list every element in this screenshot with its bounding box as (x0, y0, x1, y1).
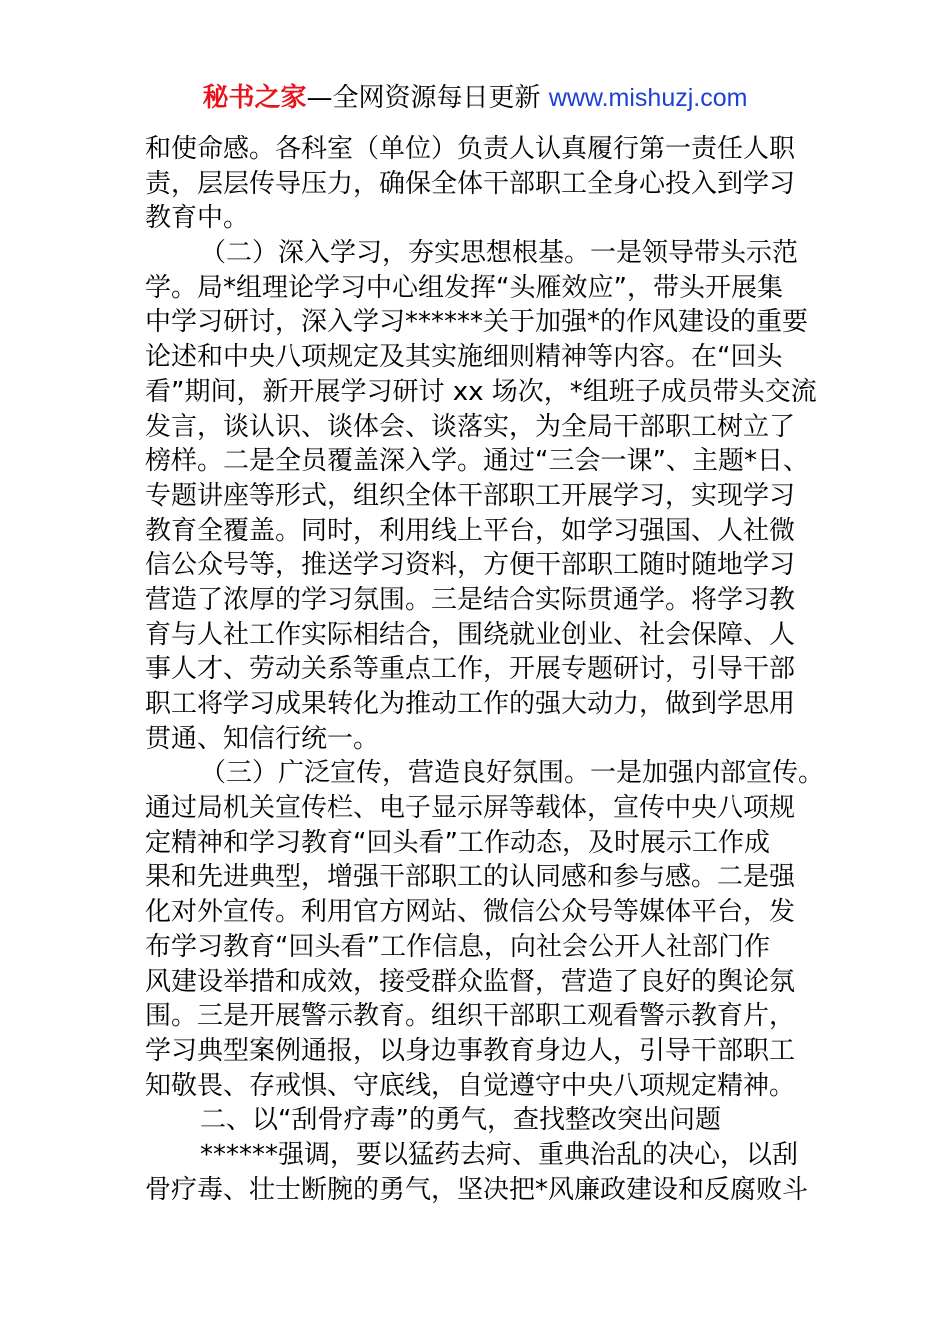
brand-name: 秘书之家 (202, 83, 307, 113)
text-line: 学。局*组理论学习中心组发挥“头雁效应”，带头开展集 (145, 272, 783, 303)
text-line: 风建设举措和成效，接受群众监督，营造了良好的舆论氛 (145, 966, 796, 997)
text-line: 榜样。二是全员覆盖深入学。通过“三会一课”、主题*日、 (145, 446, 809, 477)
paragraph-start: ******强调，要以猛药去疴、重典治乱的决心，以刮 (200, 1139, 799, 1170)
text-line: 定精神和学习教育“回头看”工作动态，及时展示工作成 (145, 827, 770, 858)
chapter-heading-2: 二、以“刮骨疗毒”的勇气，查找整改突出问题 (200, 1105, 721, 1136)
text-line: 化对外宣传。利用官方网站、微信公众号等媒体平台，发 (145, 897, 796, 928)
text-line: 学习典型案例通报，以身边事教育身边人，引导干部职工 (145, 1035, 796, 1066)
text-line: 果和先进典型，增强干部职工的认同感和参与感。二是强 (145, 862, 796, 893)
text-line: 围。三是开展警示教育。组织干部职工观看警示教育片， (145, 1001, 796, 1032)
text-line: 育与人社工作实际相结合，围绕就业创业、社会保障、人 (145, 619, 796, 650)
site-url-link[interactable]: www.mishuzj.com (548, 84, 748, 112)
text-line: 营造了浓厚的学习氛围。三是结合实际贯通学。将学习教 (145, 584, 796, 615)
text-line: 骨疗毒、壮士断腕的勇气，坚决把*风廉政建设和反腐败斗 (145, 1174, 809, 1205)
text-line: 布学习教育“回头看”工作信息，向社会公开人社部门作 (145, 931, 770, 962)
text-line: 教育全覆盖。同时，利用线上平台，如学习强国、人社微 (145, 515, 796, 546)
text-line: 发言，谈认识、谈体会、谈落实，为全局干部职工树立了 (145, 411, 796, 442)
section-heading-2: （二）深入学习，夯实思想根基。一是领导带头示范 (200, 238, 799, 269)
text-line: 知敬畏、存戒惧、守底线，自觉遵守中央八项规定精神。 (145, 1070, 796, 1101)
text-line: 看”期间，新开展学习研讨 xx 场次，*组班子成员带头交流 (145, 376, 817, 407)
text-line: 通过局机关宣传栏、电子显示屏等载体，宣传中央八项规 (145, 793, 796, 824)
document-body (145, 132, 825, 1207)
text-line: 事人才、劳动关系等重点工作，开展专题研讨，引导干部 (145, 654, 796, 685)
text-line: 中学习研讨，深入学习******关于加强*的作风建设的重要 (145, 307, 809, 338)
text-line: 论述和中央八项规定及其实施细则精神等内容。在“回头 (145, 342, 783, 373)
text-line: 职工将学习成果转化为推动工作的强大动力，做到学思用 (145, 689, 796, 719)
text-line: 专题讲座等形式，组织全体干部职工开展学习，实现学习 (145, 480, 796, 511)
text-line: 信公众号等，推送学习资料，方便干部职工随时随地学习 (145, 550, 796, 581)
header-tagline: —全网资源每日更新 (306, 83, 549, 113)
section-heading-3: （三）广泛宣传，营造良好氛围。一是加强内部宣传。 (200, 758, 825, 789)
text-line: 教育中。 (145, 203, 250, 234)
text-line: 责，层层传导压力，确保全体干部职工全身心投入到学习 (145, 168, 796, 199)
text-line: 贯通、知信行统一。 (145, 723, 380, 754)
text-line: 和使命感。各科室（单位）负责人认真履行第一责任人职 (145, 134, 796, 164)
site-header (0, 78, 950, 118)
